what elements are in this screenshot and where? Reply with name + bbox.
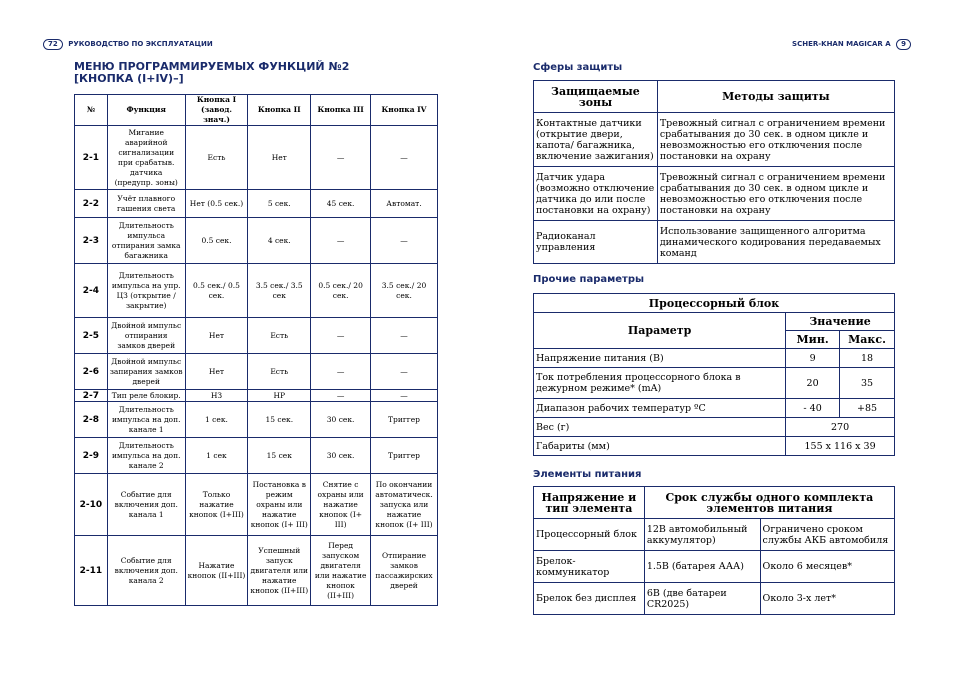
param-min: - 40	[786, 399, 840, 418]
button-value: Нет	[248, 126, 311, 190]
table-row	[75, 402, 438, 438]
button-value: 5 сек.	[248, 190, 311, 218]
power-header-life: Срок службы одного комплекта элементов питания	[644, 487, 894, 519]
function-name: Двойной импульс запирания замков дверей	[107, 354, 185, 390]
param-max: 18	[840, 349, 895, 368]
button-value: Перед запуском двигателя или нажатие кнопок (II+III)	[311, 536, 371, 606]
table-row	[534, 167, 895, 221]
params-max-header: Макс.	[840, 331, 895, 349]
function-name: Длительность импульса на упр. ЦЗ (открытие /закрытие)	[107, 264, 185, 318]
header-cell: Кнопка II	[248, 95, 311, 126]
function-number: 2-6	[75, 354, 108, 390]
power-item: Процессорный блок	[534, 519, 645, 551]
button-value: Триггер	[371, 402, 438, 438]
function-name: Длительность импульса на доп. канале 2	[107, 438, 185, 474]
function-number: 2-1	[75, 126, 108, 190]
table-row	[75, 354, 438, 390]
left-header-title: РУКОВОДСТВО ПО ЭКСПЛУАТАЦИИ	[68, 40, 213, 48]
param-name: Габариты (мм)	[534, 437, 786, 456]
button-value: 0.5 сек./ 0.5 сек.	[185, 264, 248, 318]
protection-table	[533, 80, 895, 264]
header-cell: Кнопка III	[311, 95, 371, 126]
param-max: +85	[840, 399, 895, 418]
button-value: 1 сек.	[185, 402, 248, 438]
function-name: Тип реле блокир.	[107, 390, 185, 402]
button-value: 45 сек.	[311, 190, 371, 218]
left-page-header	[40, 38, 213, 50]
param-name: Ток потребления процессорного блока в дежурном режиме* (mA)	[534, 368, 786, 399]
button-value: Успешный запуск двигателя или нажатие кнопок (II+III)	[248, 536, 311, 606]
protection-title: Сферы защиты	[533, 62, 623, 73]
function-number: 2-9	[75, 438, 108, 474]
menu-title-line1: МЕНЮ ПРОГРАММИРУЕМЫХ ФУНКЦИЙ №2	[74, 60, 350, 73]
protection-method: Использование защищенного алгоритма динамического кодирования передаваемых команд	[657, 221, 894, 264]
function-name: Длительность импульса на доп. канале 1	[107, 402, 185, 438]
header-cell: Функция	[107, 95, 185, 126]
button-value: Нет	[185, 318, 248, 354]
table-row	[534, 418, 895, 437]
table-row	[534, 221, 895, 264]
params-block-title: Процессорный блок	[534, 294, 895, 313]
button-value: 0.5 сек./ 20 сек.	[311, 264, 371, 318]
params-min-header: Мин.	[786, 331, 840, 349]
header-cell: №	[75, 95, 108, 126]
params-table	[533, 293, 895, 456]
function-number: 2-11	[75, 536, 108, 606]
table-row	[75, 390, 438, 402]
function-name: Мигание аварийной сигнализации при срабатыв. датчика (предупр. зоны)	[107, 126, 185, 190]
button-value: Есть	[248, 318, 311, 354]
param-value: 155 х 116 х 39	[786, 437, 895, 456]
button-value: Нет (0.5 сек.)	[185, 190, 248, 218]
table-row	[75, 218, 438, 264]
left-page-number: 72	[43, 39, 63, 50]
function-number: 2-3	[75, 218, 108, 264]
function-name: Событие для включения доп. канала 2	[107, 536, 185, 606]
power-life: Ограничено сроком службы АКБ автомобиля	[760, 519, 894, 551]
power-title: Элементы питания	[533, 469, 642, 480]
button-value: —	[371, 354, 438, 390]
button-value: —	[311, 390, 371, 402]
button-value: Автомат.	[371, 190, 438, 218]
table-row	[534, 583, 895, 615]
menu-table	[74, 94, 438, 606]
button-value: 3.5 сек./ 3.5 сек	[248, 264, 311, 318]
button-value: Есть	[248, 354, 311, 390]
param-max: 35	[840, 368, 895, 399]
function-number: 2-2	[75, 190, 108, 218]
power-header-type: Напряжение и тип элемента	[534, 487, 645, 519]
button-value: Нет	[185, 354, 248, 390]
power-item: Брелок без дисплея	[534, 583, 645, 615]
header-cell: Кнопка IV	[371, 95, 438, 126]
table-row	[534, 113, 895, 167]
right-page-number: 9	[896, 39, 911, 50]
button-value: 30 сек.	[311, 402, 371, 438]
button-value: Только нажатие кнопок (I+III)	[185, 474, 248, 536]
table-row	[75, 318, 438, 354]
button-value: Снятие с охраны или нажатие кнопок (I+ III)	[311, 474, 371, 536]
param-min: 9	[786, 349, 840, 368]
menu-table-header	[75, 95, 438, 126]
power-voltage: 12В автомобильный аккумулятор)	[644, 519, 760, 551]
function-name: Двойной импульс отпирания замков дверей	[107, 318, 185, 354]
protection-header-zone: Защищаемые зоны	[534, 81, 658, 113]
power-voltage: 6В (две батареи CR2025)	[644, 583, 760, 615]
table-row	[75, 474, 438, 536]
right-header-title: SCHER-KHAN MAGICAR A	[792, 40, 891, 48]
table-row	[534, 437, 895, 456]
button-value: —	[371, 318, 438, 354]
button-value: 30 сек.	[311, 438, 371, 474]
params-param-header: Параметр	[534, 313, 786, 349]
menu-title	[74, 61, 349, 85]
table-row	[75, 126, 438, 190]
button-value: 3.5 сек./ 20 сек.	[371, 264, 438, 318]
function-name: Длительность импульса отпирания замка багажника	[107, 218, 185, 264]
button-value: —	[311, 318, 371, 354]
protection-header-method: Методы защиты	[657, 81, 894, 113]
header-cell: Кнопка I (завод. знач.)	[185, 95, 248, 126]
param-min: 20	[786, 368, 840, 399]
button-value: —	[371, 126, 438, 190]
button-value: 15 сек.	[248, 402, 311, 438]
protection-method: Тревожный сигнал с ограничением времени срабатывания до 30 сек. в одном цикле и невозможностью его отключения после постановки на охрану	[657, 113, 894, 167]
params-title: Прочие параметры	[533, 274, 645, 285]
table-row	[534, 349, 895, 368]
protection-method: Тревожный сигнал с ограничением времени срабатывания до 30 сек. в одном цикле и невозможностью его отключения после постановки на охрану	[657, 167, 894, 221]
protection-zone: Контактные датчики (открытие двери, капота/ багажника, включение зажигания)	[534, 113, 658, 167]
table-row	[534, 368, 895, 399]
button-value: Триггер	[371, 438, 438, 474]
function-name: Событие для включения доп. канала 1	[107, 474, 185, 536]
function-name: Учёт плавного гашения света	[107, 190, 185, 218]
button-value: —	[371, 390, 438, 402]
button-value: —	[371, 218, 438, 264]
table-row	[75, 190, 438, 218]
button-value: 4 сек.	[248, 218, 311, 264]
power-life: Около 6 месяцев*	[760, 551, 894, 583]
protection-zone: Радиоканал управления	[534, 221, 658, 264]
function-number: 2-8	[75, 402, 108, 438]
table-row	[75, 536, 438, 606]
table-row	[75, 438, 438, 474]
param-value: 270	[786, 418, 895, 437]
button-value: —	[311, 354, 371, 390]
right-page-header	[792, 38, 914, 50]
button-value: Постановка в режим охраны или нажатие кнопок (I+ III)	[248, 474, 311, 536]
function-number: 2-7	[75, 390, 108, 402]
button-value: 1 сек	[185, 438, 248, 474]
table-row	[534, 551, 895, 583]
table-row	[75, 264, 438, 318]
table-row	[534, 519, 895, 551]
power-voltage: 1.5В (батарея ААА)	[644, 551, 760, 583]
protection-zone: Датчик удара (возможно отключение датчика до или после постановки на охрану)	[534, 167, 658, 221]
power-item: Брелок-коммуникатор	[534, 551, 645, 583]
button-value: НР	[248, 390, 311, 402]
button-value: Нажатие кнопок (II+III)	[185, 536, 248, 606]
function-number: 2-4	[75, 264, 108, 318]
function-number: 2-5	[75, 318, 108, 354]
button-value: 0.5 сек.	[185, 218, 248, 264]
function-number: 2-10	[75, 474, 108, 536]
param-name: Напряжение питания (В)	[534, 349, 786, 368]
power-life: Около 3-х лет*	[760, 583, 894, 615]
button-value: Отпирание замков пассажирских дверей	[371, 536, 438, 606]
button-value: По окончании автоматическ. запуска или нажатие кнопок (I+ III)	[371, 474, 438, 536]
param-name: Диапазон рабочих температур ºС	[534, 399, 786, 418]
button-value: Есть	[185, 126, 248, 190]
menu-title-line2: [КНОПКА (I+IV)–]	[74, 72, 184, 85]
button-value: —	[311, 218, 371, 264]
power-table	[533, 486, 895, 615]
table-row	[534, 399, 895, 418]
button-value: 15 сек	[248, 438, 311, 474]
button-value: НЗ	[185, 390, 248, 402]
params-value-header: Значение	[786, 313, 895, 331]
button-value: —	[311, 126, 371, 190]
param-name: Вес (г)	[534, 418, 786, 437]
